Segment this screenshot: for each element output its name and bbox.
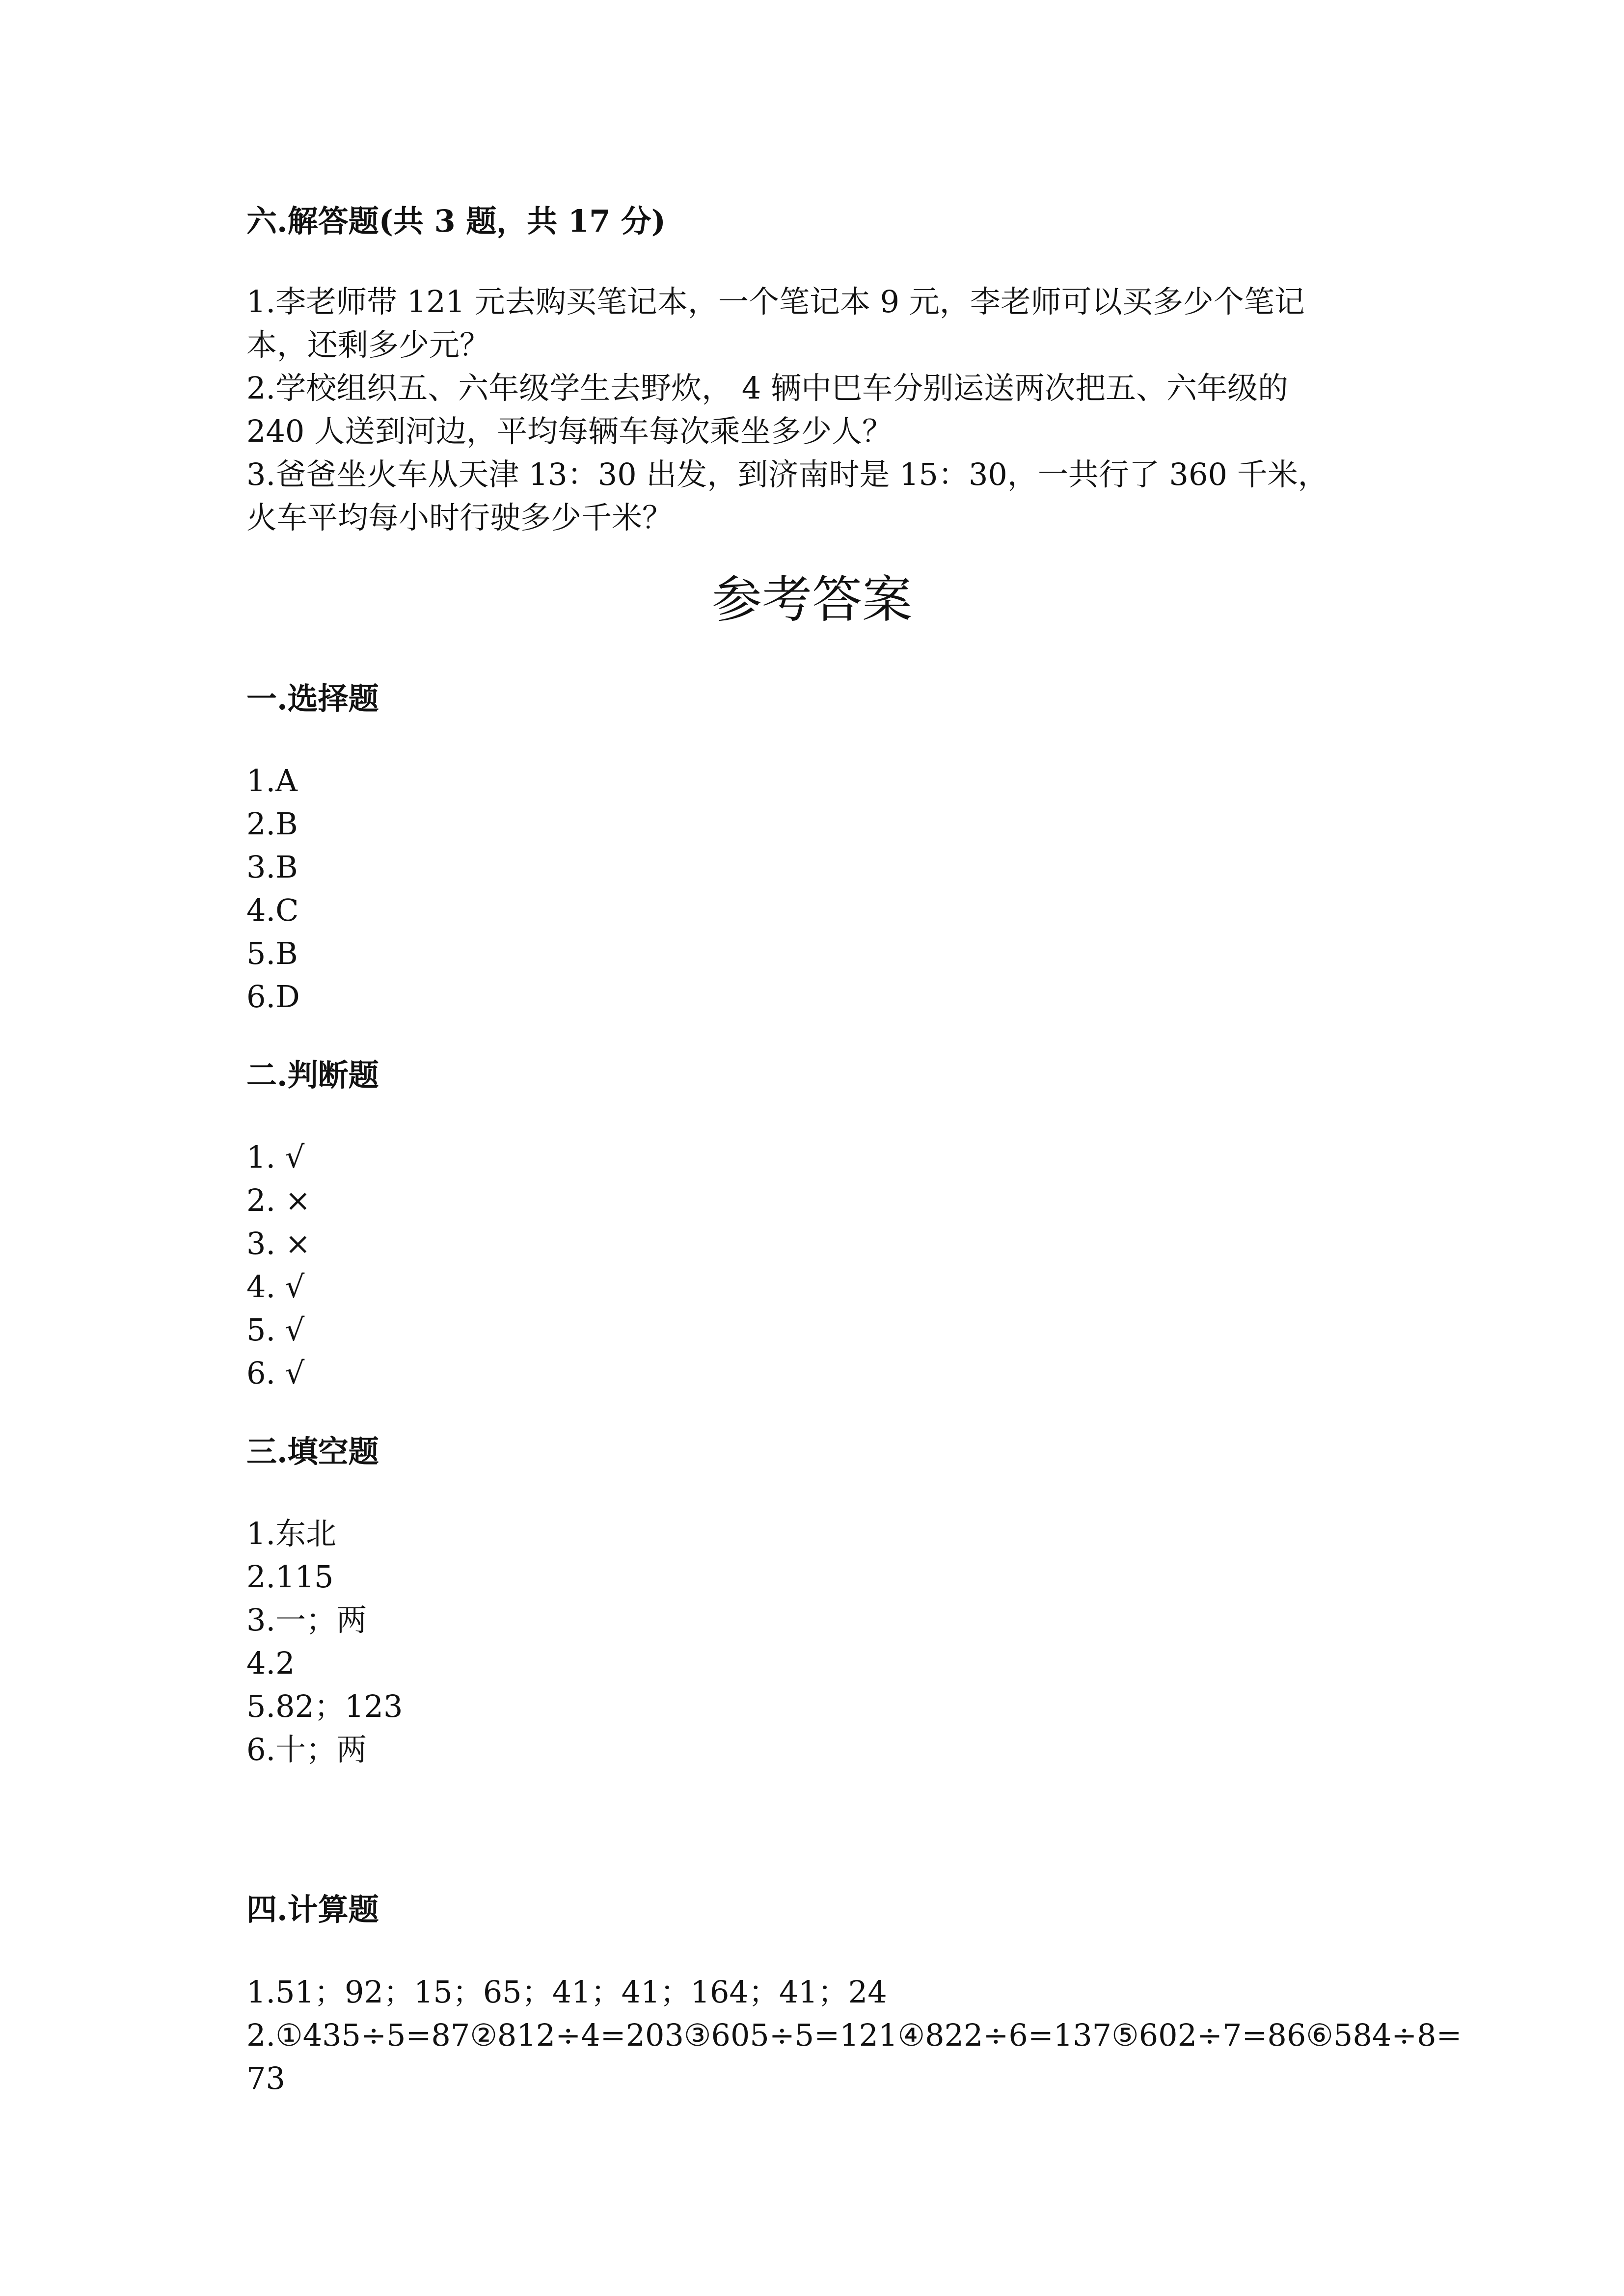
fill-answer: 4.2 [246,1645,295,1681]
calc-answer: 1.51；92；15；65；41；41；164；41；24 [246,1974,887,2010]
judge-answer: 3. × [246,1226,311,1261]
fill-answer: 3.一；两 [246,1602,367,1638]
section6-line: 3.爸爸坐火车从天津 13：30 出发，到济南时是 15：30，一共行了 360 千米， [246,456,1328,492]
choice-answer: 2.B [246,806,298,842]
answers-title: 参考答案 [712,571,912,629]
choice-answer: 3.B [246,849,298,885]
calc-answer: 2.①435÷5=87②812÷4=203③605÷5=121④822÷6=137⑤602÷7=86⑥584÷8= [246,2017,1462,2053]
fill-answer: 1.东北 [246,1516,337,1551]
section6-line: 2.学校组织五、六年级学生去野炊， 4 辆中巴车分别运送两次把五、六年级的 [246,370,1289,406]
choice-answer: 5.B [246,935,298,971]
section6-line: 1.李老师带 121 元去购买笔记本，一个笔记本 9 元，李老师可以买多少个笔记 [246,284,1305,320]
section6-line: 本，还剩多少元？ [246,327,490,363]
choice-answer: 1.A [246,763,298,799]
section6-heading: 六.解答题(共 3 题，共 17 分) [246,203,666,239]
judge-answer: 2. × [246,1182,311,1218]
section6-line: 240 人送到河边，平均每辆车每次乘坐多少人？ [246,413,893,449]
fill-heading: 三.填空题 [246,1434,379,1469]
judge-answer: 4. √ [246,1269,305,1305]
choice-answer: 4.C [246,892,299,928]
calc-heading: 四.计算题 [246,1892,379,1927]
judge-answer: 5. √ [246,1312,305,1348]
calc-answer: 73 [246,2060,285,2096]
choice-answer: 6.D [246,979,300,1015]
fill-answer: 5.82；123 [246,1688,403,1724]
fill-answer: 2.115 [246,1559,334,1595]
choice-heading: 一.选择题 [246,681,379,717]
fill-answer: 6.十；两 [246,1732,367,1767]
judge-answer: 1. √ [246,1139,305,1175]
section6-line: 火车平均每小时行驶多少千米？ [246,500,673,535]
judge-heading: 二.判断题 [246,1057,379,1093]
judge-answer: 6. √ [246,1355,305,1391]
